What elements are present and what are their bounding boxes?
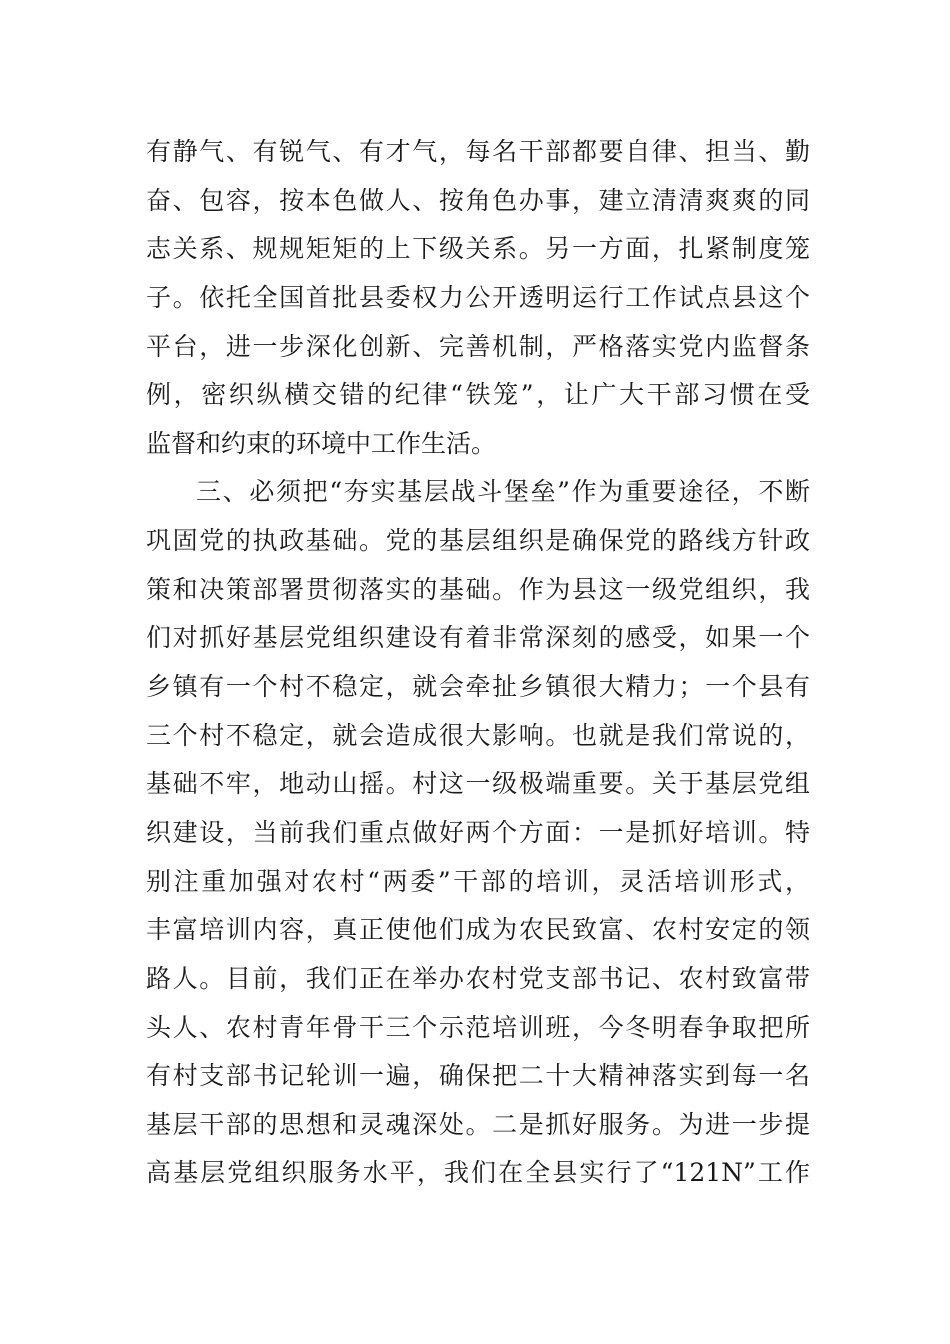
text-line: 巩固党的执政基础。党的基层组织是确保党的路线方针政 <box>146 526 810 556</box>
text-line: 子。依托全国首批县委权力公开透明运行工作试点县这个 <box>146 282 810 312</box>
text-line: 丰富培训内容，真正使他们成为农民致富、农村安定的领 <box>146 915 810 945</box>
body-text <box>146 128 810 1198</box>
text-line: 高基层党组织服务水平，我们在全县实行了“121N”工作 <box>146 1158 810 1188</box>
paragraph-end-line: 监督和约束的环境中工作生活。 <box>146 428 497 458</box>
text-line: 有村支部书记轮训一遍，确保把二十大精神落实到每一名 <box>146 1061 810 1091</box>
text-line: 头人、农村青年骨干三个示范培训班，今冬明春争取把所 <box>146 1012 810 1042</box>
paragraph-start-line: 三、必须把“夯实基层战斗堡垒”作为重要途径，不断 <box>196 477 810 507</box>
text-line: 例，密织纵横交错的纪律“铁笼”，让广大干部习惯在受 <box>146 380 810 410</box>
text-line: 志关系、规规矩矩的上下级关系。另一方面，扎紧制度笼 <box>146 234 810 264</box>
text-line: 乡镇有一个村不稳定，就会牵扯乡镇很大精力；一个县有 <box>146 672 810 702</box>
text-line: 们对抓好基层党组织建设有着非常深刻的感受，如果一个 <box>146 623 810 653</box>
text-line: 织建设，当前我们重点做好两个方面：一是抓好培训。特 <box>146 817 810 847</box>
text-line: 基础不牢，地动山摇。村这一级极端重要。关于基层党组 <box>146 769 810 799</box>
text-line: 路人。目前，我们正在举办农村党支部书记、农村致富带 <box>146 963 810 993</box>
text-line: 基层干部的思想和灵魂深处。二是抓好服务。为进一步提 <box>146 1109 810 1139</box>
text-line: 平台，进一步深化创新、完善机制，严格落实党内监督条 <box>146 331 810 361</box>
text-line: 奋、包容，按本色做人、按角色办事，建立清清爽爽的同 <box>146 185 810 215</box>
text-line: 别注重加强对农村“两委”干部的培训，灵活培训形式， <box>146 866 810 896</box>
text-line: 三个村不稳定，就会造成很大影响。也就是我们常说的， <box>146 720 810 750</box>
text-line: 有静气、有锐气、有才气，每名干部都要自律、担当、勤 <box>146 137 810 166</box>
text-line: 策和决策部署贯彻落实的基础。作为县这一级党组织，我 <box>146 574 810 604</box>
